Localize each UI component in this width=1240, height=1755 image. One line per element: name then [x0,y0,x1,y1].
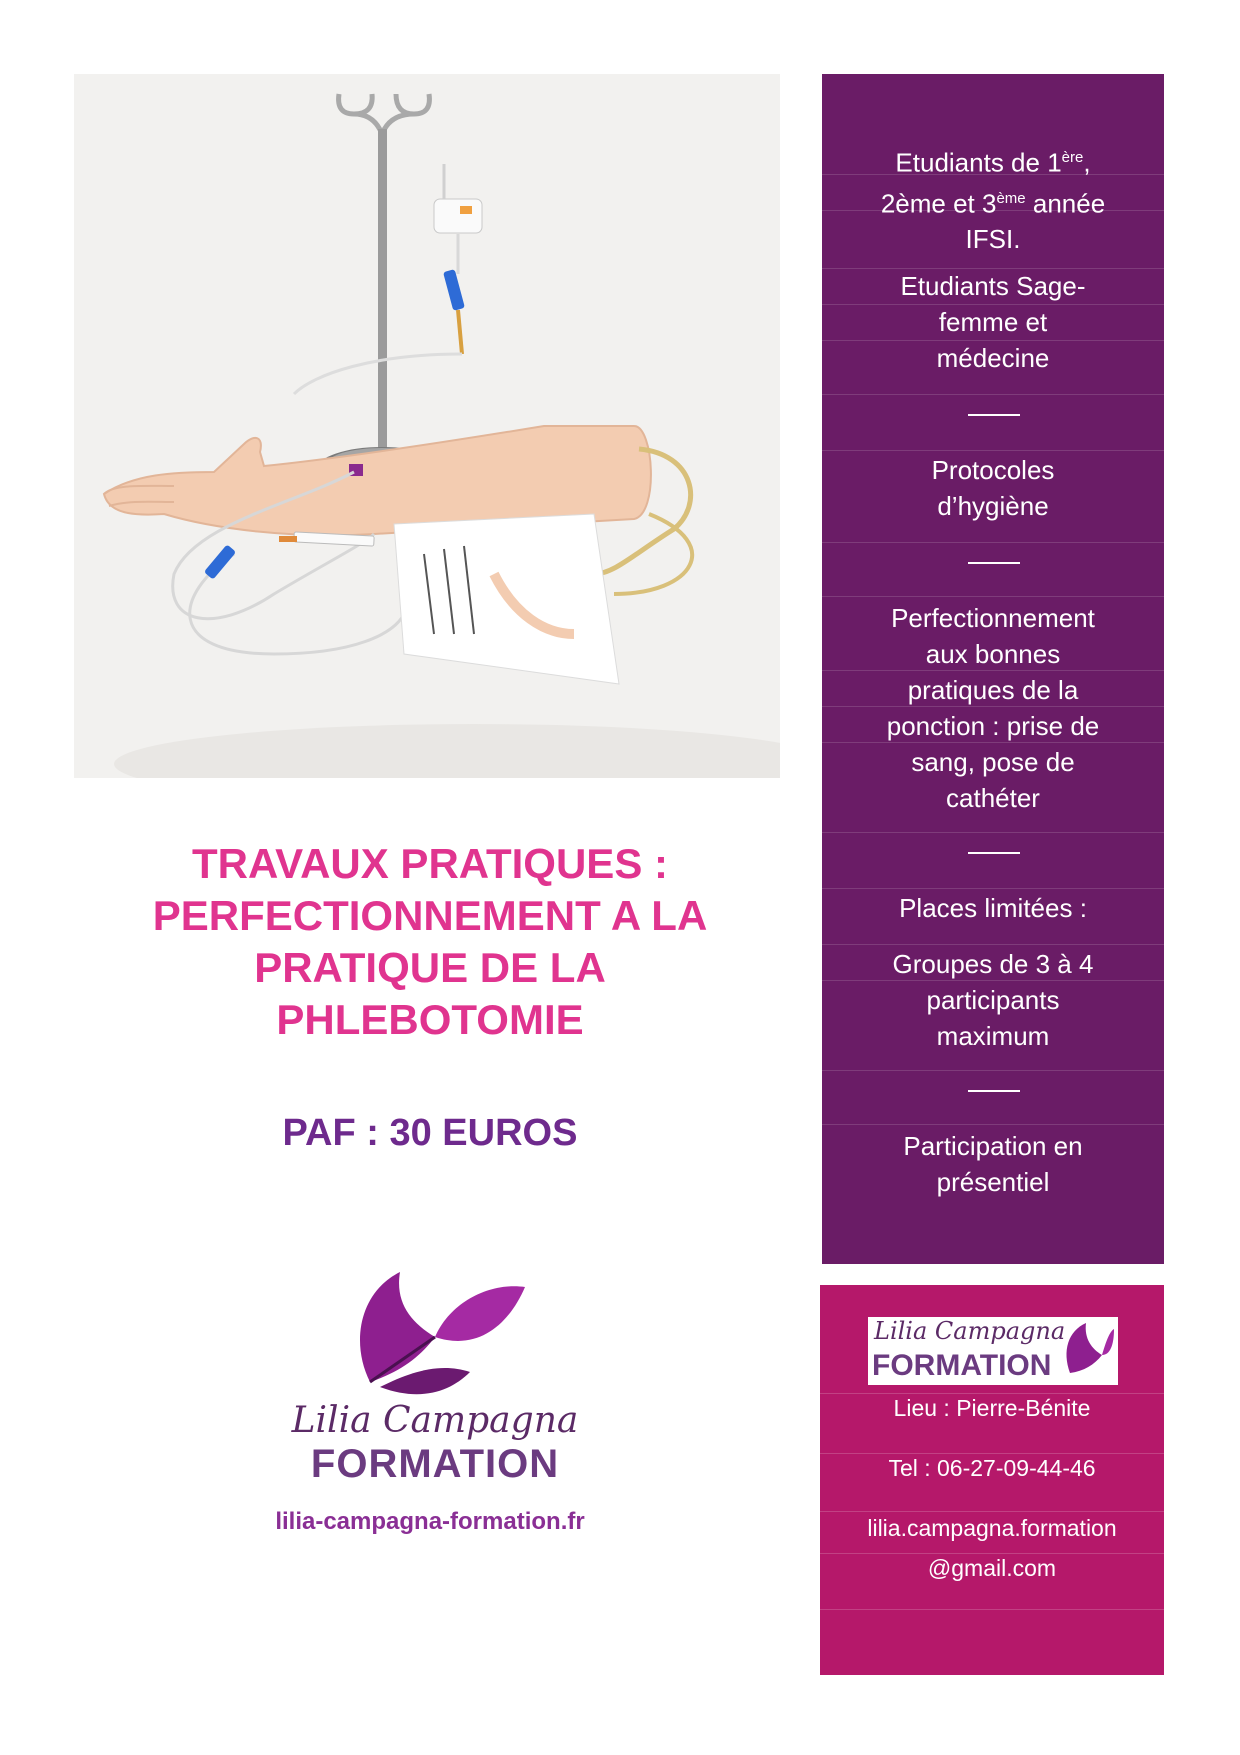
contact-logo-script: Lilia Campagna [874,1317,1066,1345]
website-link[interactable]: lilia-campagna-formation.fr [275,1508,585,1535]
email-line-2[interactable]: @gmail.com [927,1555,1057,1581]
email-line-1[interactable]: lilia.campagna.formation [867,1515,1117,1541]
contact-logo [868,1317,1118,1385]
separator [968,414,1020,416]
separator [968,562,1020,564]
contact-panel [820,1285,1164,1675]
places-limited: Places limitées : [899,893,1087,923]
price: PAF : 30 EUROS [282,1112,578,1154]
butterfly-icon [340,1262,530,1412]
contact-logo-formation: FORMATION [872,1349,1052,1382]
group-size: Groupes de 3 à 4 participants maximum [892,949,1094,1051]
title-line-4: PHLEBOTOMIE [276,996,584,1043]
course-title [80,838,780,1046]
audience-midwife-medicine: Etudiants Sage- femme et médecine [900,271,1086,373]
participation-mode: Participation en présentiel [903,1131,1083,1197]
training-arm-photo [74,74,780,778]
practice-improvement: Perfectionnement aux bonnes pratiques de la ponction : prise de sang, pose de cathéter [886,603,1100,813]
info-panel [822,74,1164,1264]
title-line-2: PERFECTIONNEMENT A LA [152,892,708,939]
training-arm-illustration [74,74,780,778]
phone-text[interactable]: Tel : 06-27-09-44-46 [888,1455,1096,1481]
separator [968,852,1020,854]
title-line-3: PRATIQUE DE LA [254,944,606,991]
audience-ifsi: Etudiants de 1ère, 2ème et 3ème année IFSI. [880,147,1106,255]
hygiene-protocols: Protocoles d’hygiène [931,455,1055,521]
brand-logo [270,1262,600,1502]
logo-script-text: Lilia Campagna [291,1400,579,1441]
butterfly-icon [1062,1321,1114,1381]
location-text: Lieu : Pierre-Bénite [893,1395,1091,1421]
separator [968,1090,1020,1092]
logo-formation-text: FORMATION [310,1442,560,1486]
title-line-1: TRAVAUX PRATIQUES : [191,840,668,887]
